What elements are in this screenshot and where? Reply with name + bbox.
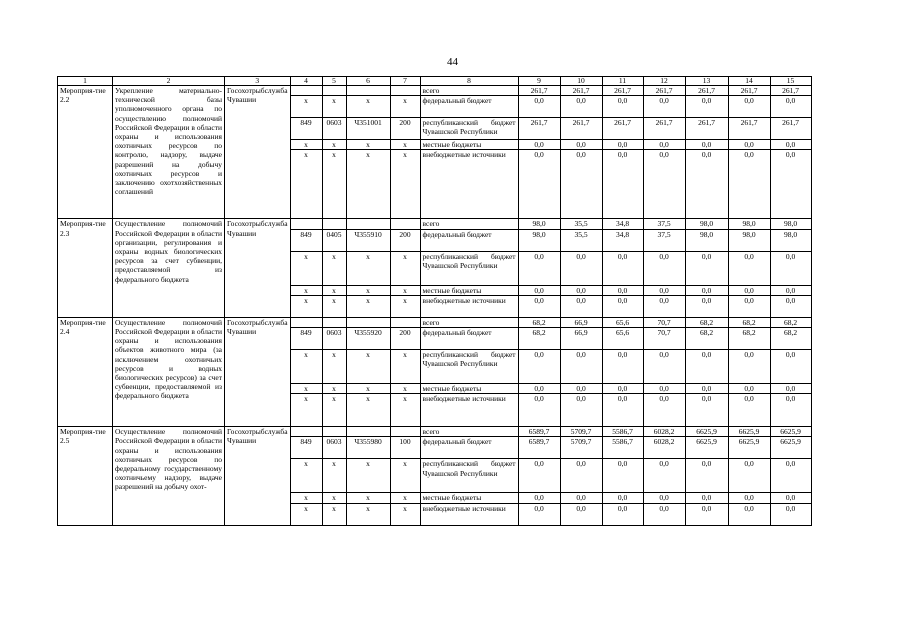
funding-value: 68,2	[518, 328, 560, 350]
funding-value: 0,0	[770, 503, 811, 525]
funding-value: 261,7	[643, 86, 685, 96]
funding-value: 5586,7	[602, 427, 643, 437]
funding-value: 0,0	[560, 394, 602, 427]
budget-code-rz	[322, 317, 346, 327]
funding-source: республиканский бюджет Чувашской Республики	[420, 459, 518, 493]
column-header: 11	[602, 77, 643, 86]
funding-value: 0,0	[770, 140, 811, 150]
funding-value: 0,0	[685, 251, 728, 285]
budget-code-rz	[322, 427, 346, 437]
budget-code-gr: 849	[290, 118, 322, 140]
funding-value: 0,0	[602, 96, 643, 118]
budget-code-csr: x	[346, 350, 390, 384]
funding-value: 0,0	[685, 384, 728, 394]
funding-value: 68,2	[728, 317, 770, 327]
budget-code-gr: x	[290, 150, 322, 219]
funding-value: 0,0	[560, 295, 602, 317]
measure-title: Осуществление полномочий Российской Федерации в области охраны и использования охотничьих ресурсов по федеральному государственному охотничьему надзору, выдаче разрешений на добычу охот-	[113, 427, 225, 525]
funding-value: 6028,2	[643, 437, 685, 459]
funding-value: 37,5	[643, 219, 685, 229]
funding-value: 0,0	[728, 150, 770, 219]
funding-value: 0,0	[602, 394, 643, 427]
budget-code-rz	[322, 86, 346, 96]
funding-value: 0,0	[518, 493, 560, 503]
measure-title: Осуществление полномочий Российской Федерации в области охраны и использования объектов животного мира (за исключением охотничьих ресурсов и водных биологических ресурсов) за счет субвенции, предоставляемой из федерального бюджета	[113, 317, 225, 426]
funding-value: 68,2	[518, 317, 560, 327]
funding-value: 0,0	[518, 350, 560, 384]
column-header-row	[58, 77, 812, 86]
column-header: 9	[518, 77, 560, 86]
funding-value: 0,0	[643, 394, 685, 427]
funding-value: 68,2	[770, 328, 811, 350]
funding-value: 65,6	[602, 328, 643, 350]
funding-value: 0,0	[560, 251, 602, 285]
funding-value: 0,0	[602, 493, 643, 503]
funding-value: 68,2	[728, 328, 770, 350]
budget-code-vr: x	[390, 295, 420, 317]
column-header: 10	[560, 77, 602, 86]
budget-code-vr: x	[390, 251, 420, 285]
funding-value: 98,0	[728, 229, 770, 251]
funding-value: 0,0	[685, 285, 728, 295]
funding-source: республиканский бюджет Чувашской Республики	[420, 350, 518, 384]
funding-value: 0,0	[685, 150, 728, 219]
funding-value: 0,0	[770, 459, 811, 493]
funding-value: 0,0	[602, 503, 643, 525]
measure-code: Мероприя-тие 2.5	[58, 427, 113, 525]
funding-value: 0,0	[643, 350, 685, 384]
funding-value: 0,0	[560, 350, 602, 384]
funding-value: 0,0	[602, 295, 643, 317]
funding-value: 0,0	[602, 251, 643, 285]
funding-value: 0,0	[602, 140, 643, 150]
budget-code-csr: Ч355980	[346, 437, 390, 459]
column-header: 7	[390, 77, 420, 86]
budget-code-rz: x	[322, 140, 346, 150]
funding-value: 0,0	[560, 150, 602, 219]
funding-source: всего	[420, 219, 518, 229]
funding-value: 0,0	[560, 503, 602, 525]
funding-value: 0,0	[728, 384, 770, 394]
funding-value: 0,0	[728, 295, 770, 317]
funding-value: 0,0	[518, 503, 560, 525]
budget-code-csr: x	[346, 295, 390, 317]
budget-code-csr: x	[346, 394, 390, 427]
table-row	[58, 427, 812, 437]
budget-code-gr	[290, 219, 322, 229]
budget-code-vr: x	[390, 140, 420, 150]
funding-value: 261,7	[518, 118, 560, 140]
budget-code-csr	[346, 317, 390, 327]
funding-value: 0,0	[728, 459, 770, 493]
budget-code-vr: x	[390, 96, 420, 118]
column-header: 8	[420, 77, 518, 86]
funding-value: 0,0	[770, 150, 811, 219]
budget-code-csr: x	[346, 493, 390, 503]
column-header: 2	[113, 77, 225, 86]
budget-code-rz: x	[322, 459, 346, 493]
funding-value: 0,0	[685, 140, 728, 150]
funding-source: внебюджетные источники	[420, 394, 518, 427]
funding-value: 0,0	[518, 394, 560, 427]
funding-value: 0,0	[602, 350, 643, 384]
funding-value: 0,0	[685, 503, 728, 525]
budget-code-rz: x	[322, 251, 346, 285]
budget-code-csr: x	[346, 503, 390, 525]
funding-value: 98,0	[770, 229, 811, 251]
budget-code-csr: Ч355910	[346, 229, 390, 251]
budget-code-gr: x	[290, 251, 322, 285]
funding-value: 0,0	[560, 384, 602, 394]
budget-code-csr: Ч355920	[346, 328, 390, 350]
funding-value: 98,0	[685, 219, 728, 229]
budget-code-csr: x	[346, 251, 390, 285]
funding-value: 0,0	[602, 285, 643, 295]
budget-code-gr: x	[290, 295, 322, 317]
funding-value: 261,7	[770, 86, 811, 96]
budget-code-vr: 100	[390, 437, 420, 459]
budget-code-rz: x	[322, 350, 346, 384]
funding-value: 0,0	[685, 96, 728, 118]
budget-code-csr	[346, 219, 390, 229]
column-header: 4	[290, 77, 322, 86]
funding-value: 0,0	[643, 295, 685, 317]
funding-value: 261,7	[560, 118, 602, 140]
budget-code-rz	[322, 219, 346, 229]
budget-code-gr: x	[290, 350, 322, 384]
funding-value: 98,0	[685, 229, 728, 251]
funding-source: местные бюджеты	[420, 493, 518, 503]
column-header: 15	[770, 77, 811, 86]
column-header: 13	[685, 77, 728, 86]
funding-value: 0,0	[518, 150, 560, 219]
funding-table	[57, 76, 812, 526]
budget-code-csr: x	[346, 459, 390, 493]
budget-code-rz: x	[322, 493, 346, 503]
funding-value: 0,0	[643, 285, 685, 295]
budget-code-csr: Ч351001	[346, 118, 390, 140]
budget-code-vr	[390, 427, 420, 437]
funding-value: 0,0	[728, 96, 770, 118]
funding-value: 70,7	[643, 317, 685, 327]
funding-value: 35,5	[560, 229, 602, 251]
budget-code-rz: x	[322, 285, 346, 295]
funding-value: 0,0	[728, 140, 770, 150]
funding-value: 0,0	[643, 150, 685, 219]
funding-value: 6028,2	[643, 427, 685, 437]
page-number: 44	[447, 56, 458, 68]
funding-value: 0,0	[770, 394, 811, 427]
funding-value: 0,0	[643, 493, 685, 503]
budget-code-gr: 849	[290, 437, 322, 459]
funding-value: 68,2	[770, 317, 811, 327]
budget-code-rz: x	[322, 503, 346, 525]
budget-code-csr	[346, 86, 390, 96]
funding-value: 0,0	[518, 96, 560, 118]
budget-code-rz: x	[322, 96, 346, 118]
measure-code: Мероприя-тие 2.3	[58, 219, 113, 317]
funding-value: 34,8	[602, 229, 643, 251]
funding-value: 261,7	[602, 118, 643, 140]
budget-code-gr: x	[290, 96, 322, 118]
funding-source: местные бюджеты	[420, 384, 518, 394]
budget-code-rz: x	[322, 394, 346, 427]
column-header: 14	[728, 77, 770, 86]
budget-code-rz: 0603	[322, 437, 346, 459]
funding-source: всего	[420, 86, 518, 96]
funding-value: 0,0	[560, 285, 602, 295]
funding-value: 261,7	[728, 86, 770, 96]
budget-code-csr: x	[346, 285, 390, 295]
funding-value: 98,0	[728, 219, 770, 229]
column-header: 5	[322, 77, 346, 86]
funding-value: 6589,7	[518, 437, 560, 459]
funding-value: 0,0	[685, 295, 728, 317]
budget-code-csr	[346, 427, 390, 437]
funding-source: федеральный бюджет	[420, 437, 518, 459]
measure-executor: Госохотрыбслужба Чувашии	[225, 427, 291, 525]
budget-code-gr: x	[290, 503, 322, 525]
funding-value: 0,0	[518, 459, 560, 493]
budget-code-gr	[290, 86, 322, 96]
funding-value: 0,0	[643, 96, 685, 118]
budget-code-gr	[290, 427, 322, 437]
budget-code-vr	[390, 86, 420, 96]
funding-value: 0,0	[685, 459, 728, 493]
funding-source: федеральный бюджет	[420, 96, 518, 118]
budget-code-rz: 0603	[322, 118, 346, 140]
funding-value: 0,0	[685, 350, 728, 384]
funding-value: 0,0	[728, 350, 770, 384]
funding-value: 98,0	[518, 219, 560, 229]
budget-code-rz: x	[322, 384, 346, 394]
funding-value: 37,5	[643, 229, 685, 251]
funding-value: 35,5	[560, 219, 602, 229]
funding-source: республиканский бюджет Чувашской Республики	[420, 118, 518, 140]
funding-source: местные бюджеты	[420, 285, 518, 295]
funding-value: 66,9	[560, 317, 602, 327]
budget-code-vr	[390, 219, 420, 229]
column-header: 1	[58, 77, 113, 86]
measure-executor: Госохотрыбслужба Чувашии	[225, 219, 291, 317]
funding-value: 0,0	[518, 295, 560, 317]
budget-code-gr: x	[290, 384, 322, 394]
funding-value: 261,7	[560, 86, 602, 96]
measure-executor: Госохотрыбслужба Чувашии	[225, 86, 291, 219]
funding-value: 0,0	[685, 394, 728, 427]
funding-value: 0,0	[602, 150, 643, 219]
funding-value: 0,0	[770, 295, 811, 317]
funding-value: 0,0	[728, 251, 770, 285]
funding-value: 0,0	[728, 493, 770, 503]
funding-value: 0,0	[728, 394, 770, 427]
budget-code-gr: x	[290, 140, 322, 150]
budget-code-vr: x	[390, 384, 420, 394]
funding-value: 0,0	[643, 251, 685, 285]
funding-value: 0,0	[560, 459, 602, 493]
funding-value: 261,7	[770, 118, 811, 140]
budget-code-gr: 849	[290, 328, 322, 350]
funding-value: 70,7	[643, 328, 685, 350]
funding-value: 98,0	[518, 229, 560, 251]
funding-source: федеральный бюджет	[420, 229, 518, 251]
funding-value: 6625,9	[685, 427, 728, 437]
funding-value: 0,0	[518, 251, 560, 285]
column-header: 6	[346, 77, 390, 86]
budget-code-gr: x	[290, 394, 322, 427]
funding-value: 6625,9	[770, 437, 811, 459]
funding-value: 6625,9	[728, 427, 770, 437]
funding-value: 261,7	[602, 86, 643, 96]
funding-value: 66,9	[560, 328, 602, 350]
funding-value: 261,7	[685, 118, 728, 140]
funding-value: 6625,9	[685, 437, 728, 459]
budget-code-csr: x	[346, 150, 390, 219]
funding-value: 65,6	[602, 317, 643, 327]
funding-value: 34,8	[602, 219, 643, 229]
funding-value: 0,0	[518, 384, 560, 394]
budget-code-rz: 0603	[322, 328, 346, 350]
funding-value: 68,2	[685, 328, 728, 350]
budget-code-vr: 200	[390, 328, 420, 350]
budget-code-gr: x	[290, 493, 322, 503]
table-row	[58, 317, 812, 327]
budget-code-csr: x	[346, 140, 390, 150]
budget-code-vr: x	[390, 459, 420, 493]
funding-source: внебюджетные источники	[420, 150, 518, 219]
budget-code-vr: x	[390, 503, 420, 525]
funding-value: 261,7	[518, 86, 560, 96]
funding-value: 0,0	[560, 493, 602, 503]
budget-code-rz: 0405	[322, 229, 346, 251]
funding-value: 261,7	[728, 118, 770, 140]
funding-value: 0,0	[770, 384, 811, 394]
funding-value: 6625,9	[770, 427, 811, 437]
funding-value: 0,0	[643, 503, 685, 525]
funding-value: 5709,7	[560, 437, 602, 459]
funding-value: 68,2	[685, 317, 728, 327]
funding-value: 0,0	[643, 384, 685, 394]
budget-code-gr: x	[290, 285, 322, 295]
funding-value: 0,0	[518, 285, 560, 295]
budget-code-vr: x	[390, 493, 420, 503]
budget-code-rz: x	[322, 150, 346, 219]
measure-code: Мероприя-тие 2.4	[58, 317, 113, 426]
budget-code-vr: x	[390, 394, 420, 427]
column-header: 12	[643, 77, 685, 86]
budget-code-csr: x	[346, 96, 390, 118]
budget-code-gr: 849	[290, 229, 322, 251]
funding-value: 5586,7	[602, 437, 643, 459]
funding-value: 0,0	[602, 459, 643, 493]
funding-source: федеральный бюджет	[420, 328, 518, 350]
budget-code-vr: x	[390, 150, 420, 219]
funding-value: 0,0	[602, 384, 643, 394]
funding-value: 0,0	[518, 140, 560, 150]
table-row	[58, 219, 812, 229]
funding-value: 0,0	[685, 493, 728, 503]
funding-value: 0,0	[770, 285, 811, 295]
funding-value: 0,0	[770, 251, 811, 285]
funding-value: 261,7	[685, 86, 728, 96]
funding-value: 0,0	[770, 493, 811, 503]
funding-source: местные бюджеты	[420, 140, 518, 150]
funding-value: 0,0	[643, 140, 685, 150]
measure-title: Укрепление материально-технической базы уполномоченного органа по осуществлению полномочий Российской Федерации в области охраны и использования охотничьих ресурсов по контролю, надзору, выдаче разрешений на добычу охотничьих ресурсов и заключению охотхозяйственных соглашений	[113, 86, 225, 219]
funding-source: внебюджетные источники	[420, 295, 518, 317]
funding-value: 0,0	[643, 459, 685, 493]
funding-value: 98,0	[770, 219, 811, 229]
funding-value: 0,0	[770, 96, 811, 118]
measure-code: Мероприя-тие 2.2	[58, 86, 113, 219]
budget-code-gr: x	[290, 459, 322, 493]
table-row	[58, 86, 812, 96]
funding-source: внебюджетные источники	[420, 503, 518, 525]
budget-code-csr: x	[346, 384, 390, 394]
funding-source: всего	[420, 317, 518, 327]
budget-code-rz: x	[322, 295, 346, 317]
budget-code-vr: 200	[390, 229, 420, 251]
funding-value: 0,0	[728, 503, 770, 525]
budget-code-vr: x	[390, 350, 420, 384]
funding-value: 261,7	[643, 118, 685, 140]
funding-value: 0,0	[560, 96, 602, 118]
measure-title: Осуществление полномочий Российской Федерации в области организации, регулирования и охраны водных биологических ресурсов за счет субвенции, предоставляемой из федерального бюджета	[113, 219, 225, 317]
funding-value: 0,0	[770, 350, 811, 384]
budget-code-vr: 200	[390, 118, 420, 140]
budget-code-vr	[390, 317, 420, 327]
funding-value: 0,0	[560, 140, 602, 150]
funding-source: всего	[420, 427, 518, 437]
funding-value: 5709,7	[560, 427, 602, 437]
funding-source: республиканский бюджет Чувашской Республики	[420, 251, 518, 285]
funding-value: 6589,7	[518, 427, 560, 437]
funding-value: 6625,9	[728, 437, 770, 459]
measure-executor: Госохотрыбслужба Чувашии	[225, 317, 291, 426]
budget-code-vr: x	[390, 285, 420, 295]
budget-code-gr	[290, 317, 322, 327]
column-header: 3	[225, 77, 291, 86]
funding-value: 0,0	[728, 285, 770, 295]
